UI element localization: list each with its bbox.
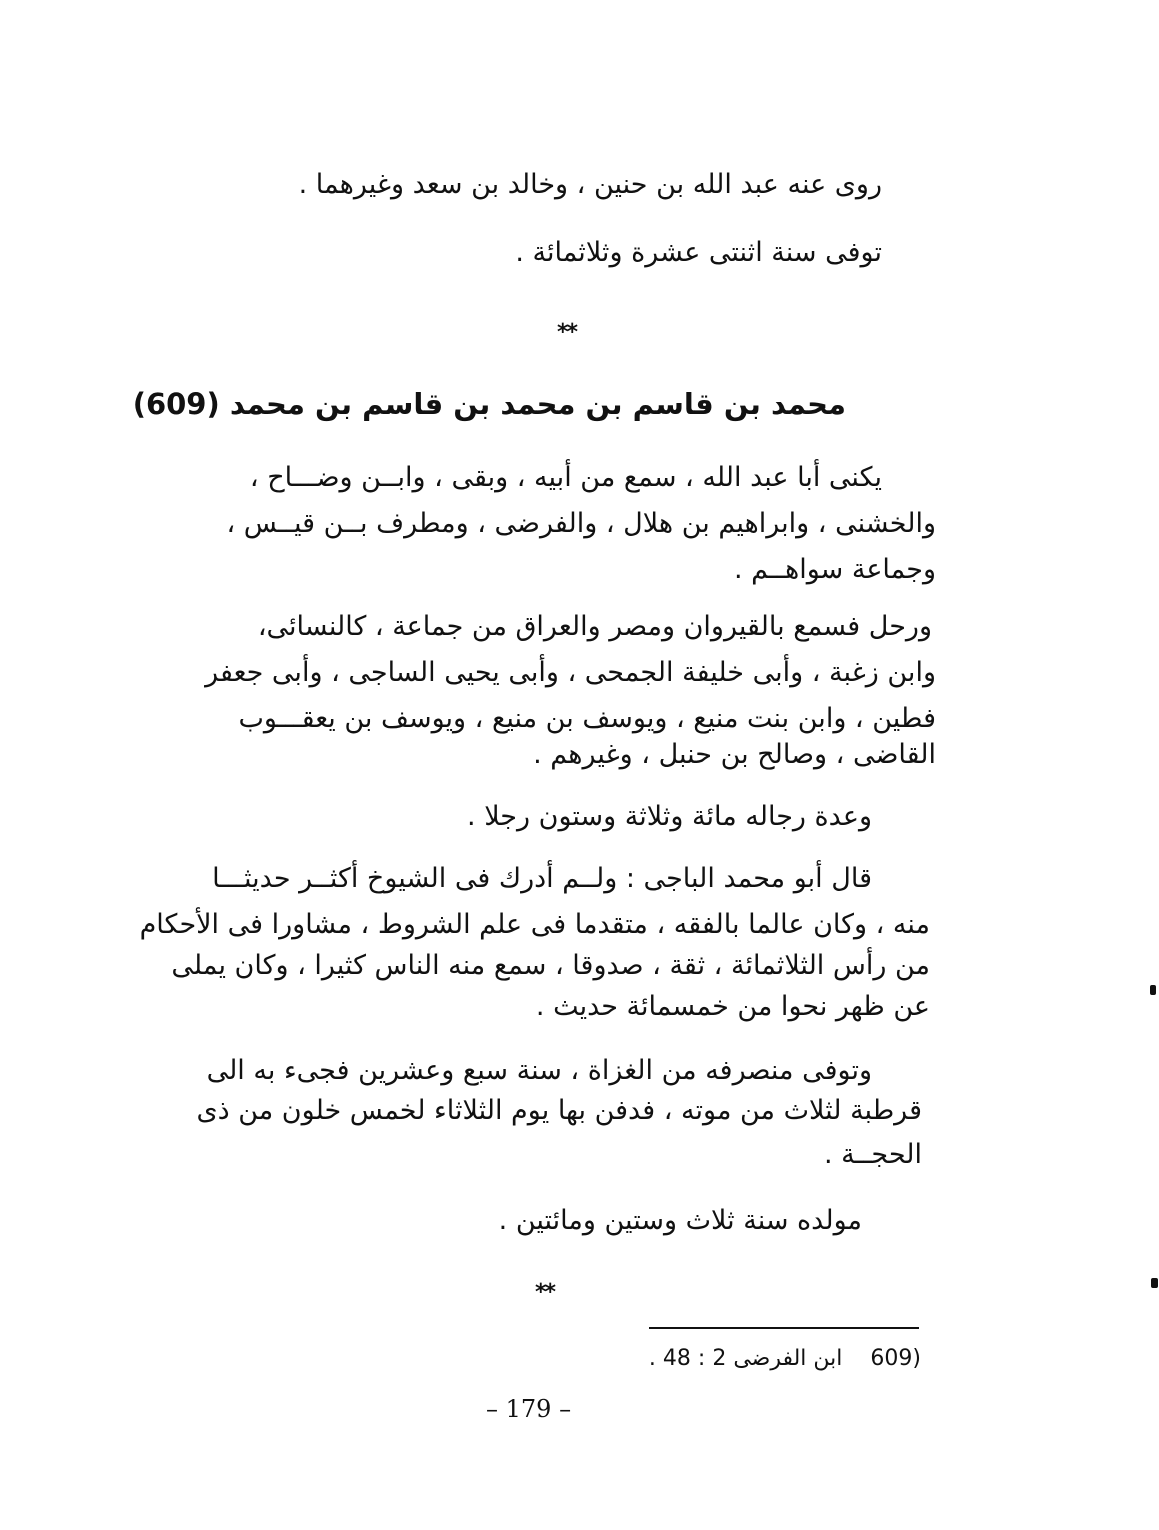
paragraph-line: توفى سنة اثنتى عشرة وثلاثمائة . bbox=[515, 237, 882, 268]
paragraph-line: وتوفى منصرفه من الغزاة ، سنة سبع وعشرين فجىء به الى bbox=[206, 1055, 872, 1086]
paragraph-line: والخشنى ، وابراهيم بن هلال ، والفرضى ، ومطرف بــن قيــس ، bbox=[226, 508, 936, 539]
paragraph-line: يكنى أبا عبد الله ، سمع من أبيه ، وبقى ، وابــن وضـــاح ، bbox=[249, 462, 882, 493]
section-separator: ** bbox=[557, 320, 577, 345]
section-separator: ** bbox=[535, 1280, 555, 1305]
paragraph-line: ورحل فسمع بالقيروان ومصر والعراق من جماعة ، كالنسائى، bbox=[257, 611, 932, 642]
paragraph-line: روى عنه عبد الله بن حنين ، وخالد بن سعد وغيرهما . bbox=[298, 169, 882, 200]
footnote bbox=[649, 1344, 921, 1374]
paragraph-line: وابن زغبة ، وأبى خليفة الجمحى ، وأبى يحيى الساجى ، وأبى جعفر bbox=[205, 657, 936, 688]
scan-speck bbox=[1150, 985, 1156, 995]
footnote-rule bbox=[649, 1327, 919, 1329]
entry-title: محمد بن قاسم بن محمد بن قاسم بن محمد (609) bbox=[132, 387, 846, 421]
paragraph-line: من رأس الثلاثمائة ، ثقة ، صدوقا ، سمع منه الناس كثيرا ، وكان يملى bbox=[171, 950, 930, 981]
paragraph-line: وجماعة سواهــم . bbox=[734, 554, 936, 585]
paragraph-line: مولده سنة ثلاث وستين ومائتين . bbox=[498, 1205, 862, 1236]
scan-speck bbox=[1151, 1278, 1158, 1288]
paragraph-line: الحجــة . bbox=[823, 1139, 922, 1170]
footnote-text: ابن الفرضى 2 : 48 . bbox=[648, 1346, 843, 1371]
paragraph-line: وعدة رجاله مائة وثلاثة وستون رجلا . bbox=[467, 801, 872, 832]
footnote-number: (609 bbox=[870, 1346, 921, 1371]
paragraph-line: قال أبو محمد الباجى : ولــم أدرك فى الشيوخ أكثــر حديثـــا bbox=[212, 863, 872, 894]
paragraph-line: القاضى ، وصالح بن حنبل ، وغيرهم . bbox=[533, 739, 936, 770]
paragraph-line: عن ظهر نحوا من خمسمائة حديث . bbox=[535, 991, 930, 1022]
paragraph-line: قرطبة لثلاث من موته ، فدفن بها يوم الثلاثاء لخمس خلون من ذى bbox=[196, 1095, 922, 1126]
page-number: – 179 – bbox=[486, 1395, 572, 1423]
paragraph-line: منه ، وكان عالما بالفقه ، متقدما فى علم الشروط ، مشاورا فى الأحكام bbox=[139, 909, 930, 940]
paragraph-line: فطين ، وابن بنت منيع ، ويوسف بن منيع ، ويوسف بن يعقـــوب bbox=[238, 703, 936, 734]
